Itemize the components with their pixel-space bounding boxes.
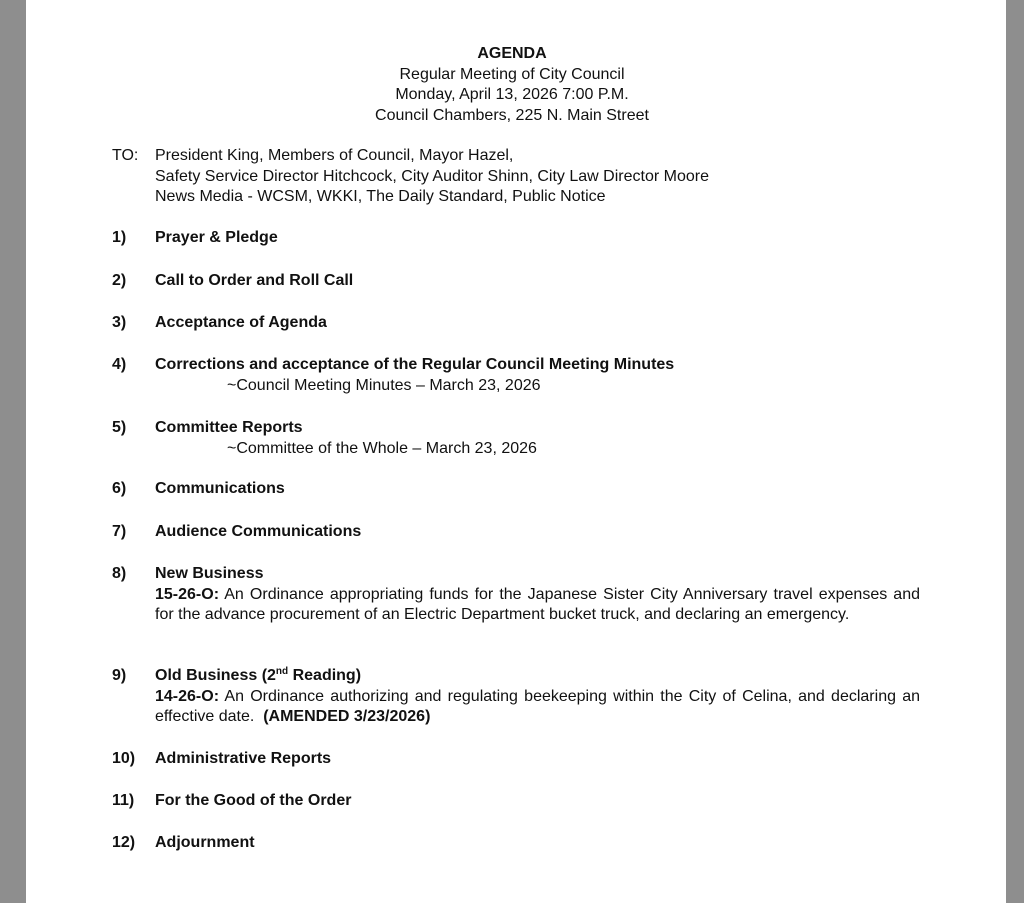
- recipients-label: TO:: [112, 147, 139, 164]
- item-title: For the Good of the Order: [155, 792, 352, 809]
- item-number: 9): [112, 667, 127, 684]
- recipients-line: President King, Members of Council, Mayor Hazel,: [155, 147, 514, 164]
- item-number: 2): [112, 272, 127, 289]
- ordinance-paragraph: [155, 585, 920, 626]
- ordinance-number: 15-26-O:: [155, 585, 220, 603]
- amended-note: (AMENDED 3/23/2026): [263, 708, 431, 725]
- meeting-location: Council Chambers, 225 N. Main Street: [375, 106, 649, 124]
- item-title: Communications: [155, 480, 285, 497]
- recipients-line: News Media - WCSM, WKKI, The Daily Standard, Public Notice: [155, 188, 606, 205]
- item-title: Acceptance of Agenda: [155, 314, 327, 331]
- item-title: New Business: [155, 565, 264, 582]
- agenda-header: [0, 44, 1024, 126]
- item-number: 3): [112, 314, 127, 331]
- item-title: Administrative Reports: [155, 750, 332, 767]
- item-subline: ~Committee of the Whole – March 23, 2026: [227, 439, 537, 457]
- item-title: Corrections and acceptance of the Regular Council Meeting Minutes: [155, 356, 675, 373]
- recipients-line: Safety Service Director Hitchcock, City Auditor Shinn, City Law Director Moore: [155, 167, 709, 185]
- ordinance-paragraph: [155, 687, 920, 728]
- item-title: Prayer & Pledge: [155, 229, 278, 246]
- agenda-title: AGENDA: [477, 45, 547, 62]
- item-number: 6): [112, 480, 127, 497]
- item-number: 11): [112, 792, 135, 809]
- item-subline: ~Council Meeting Minutes – March 23, 2026: [227, 376, 541, 394]
- item-number: 10): [112, 750, 136, 767]
- item-title: Call to Order and Roll Call: [155, 272, 354, 289]
- ordinance-text: An Ordinance authorizing and regulating beekeeping within the City of Celina, and declaring an effective date.: [155, 687, 921, 725]
- item-title: Audience Communications: [155, 523, 362, 540]
- item-number: 12): [112, 834, 136, 851]
- item-number: 8): [112, 565, 127, 582]
- item-number: 7): [112, 523, 127, 540]
- ordinance-number: 14-26-O:: [155, 687, 220, 705]
- item-number: 5): [112, 419, 127, 436]
- item-title: Old Business (2nd Reading): [155, 666, 362, 684]
- item-number: 4): [112, 356, 127, 373]
- ordinance-text: An Ordinance appropriating funds for the Japanese Sister City Anniversary travel expenses and for the advance procurement of an Electric Department bucket truck, and declaring an emergency.: [155, 585, 921, 623]
- item-number: 1): [112, 229, 127, 246]
- item-title: Committee Reports: [155, 419, 303, 436]
- meeting-type: Regular Meeting of City Council: [399, 65, 625, 83]
- meeting-datetime: Monday, April 13, 2026 7:00 P.M.: [395, 86, 629, 103]
- item-title: Adjournment: [155, 834, 255, 851]
